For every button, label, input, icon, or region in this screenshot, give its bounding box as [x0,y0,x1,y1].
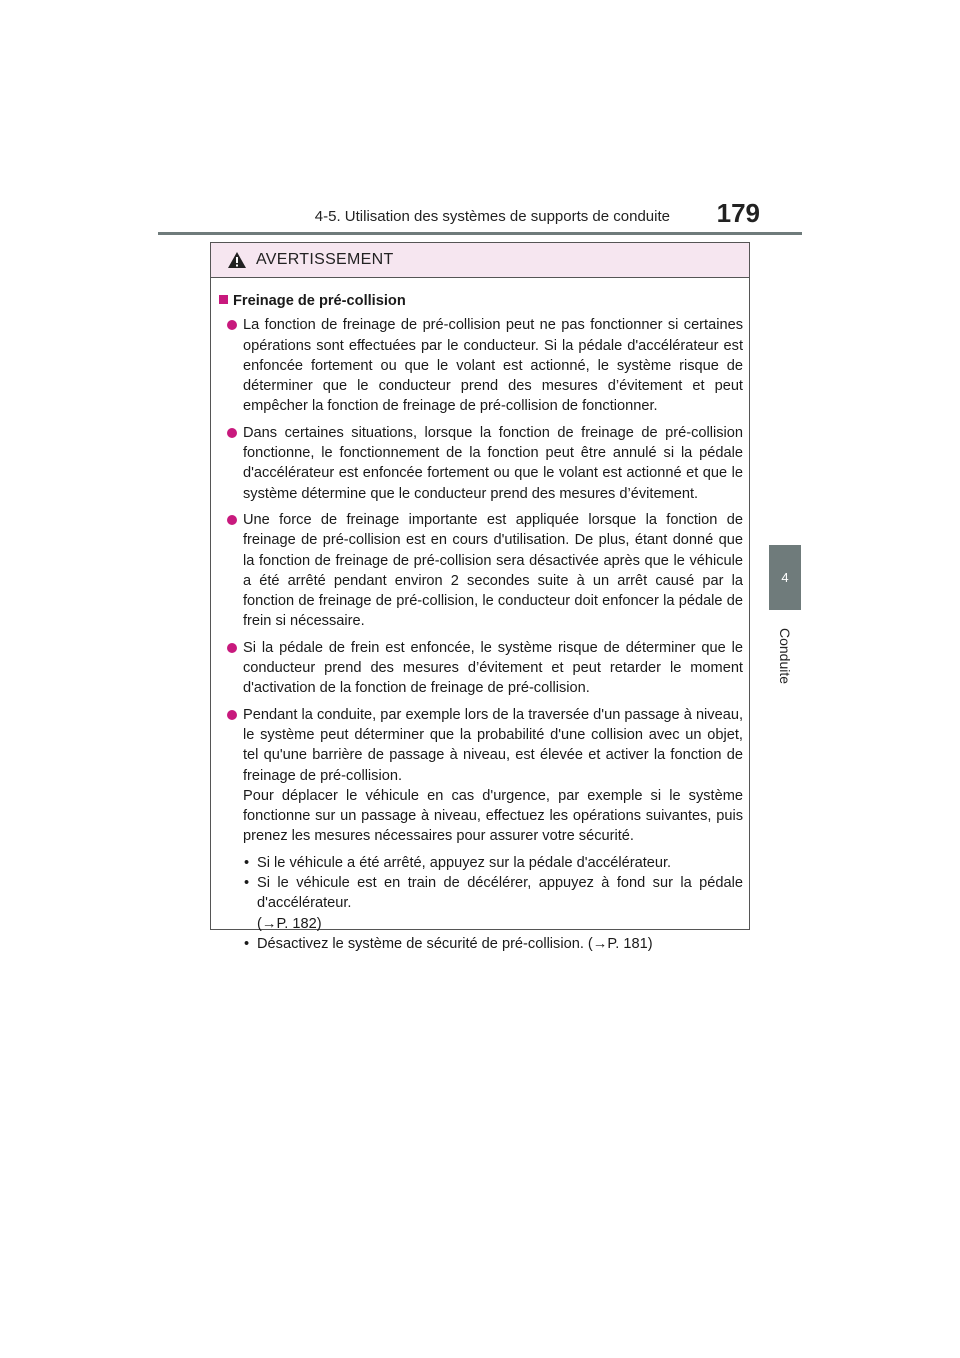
sub-bullet: • [244,854,250,871]
item-text: Pendant la conduite, par exemple lors de la traversée d'un passage à niveau, le système peut déterminer que la probabilité d'une collision avec un objet, tel qu'une barrière de passage à niveau, est élevée et activer la fonction de freinage de pré-collision. [243,706,743,784]
square-marker-icon [219,295,228,304]
item-text: Pour déplacer le véhicule en cas d'urgence, par exemple si le système fonctionne sur un passage à niveau, effectuez les opérations suivantes, puis prenez les mesures nécessaires pour assurer votre sécurité. [243,787,743,845]
section-title [219,291,743,311]
warning-body [211,278,749,954]
list-item [219,315,743,416]
bullet-dot-icon [227,320,237,330]
bullet-dot-icon [227,710,237,720]
chapter-label [769,616,801,696]
chapter-tab[interactable] [769,545,801,610]
sub-list-item [243,934,743,954]
list-item [219,510,743,632]
sub-bullet: • [244,875,250,892]
warning-triangle-icon [227,251,247,269]
page-reference-link[interactable]: (→P. 182) [257,915,322,932]
list-item [219,638,743,699]
item-text: Si la pédale de frein est enfoncée, le système risque de déterminer que le conducteur prend des mesures d’évitement et peut retarder le moment d'activation de la fonction de freinage de pré-collision. [243,639,743,697]
warning-title: AVERTISSEMENT [256,251,394,268]
section-title-text: Freinage de pré-collision [233,293,406,309]
sub-bullet: • [244,935,250,952]
header-divider [158,232,802,235]
item-text: Dans certaines situations, lorsque la fonction de freinage de pré-collision fonctionne, le fonctionnement de la fonction peut être annulé si la pédale d'accélérateur est enfoncée fortement ou que le volant est actionné et que le système détermine que le conducteur prend des mesures d’évitement. [243,424,743,502]
chapter-label-text: Conduite [777,627,794,685]
warning-header [211,243,749,278]
list-item [219,423,743,504]
page-number: 179 [716,198,760,228]
sub-list-item [243,873,743,934]
sub-item-text: Désactivez le système de sécurité de pré-collision. (→P. 181) [257,935,653,952]
section-header: 4-5. Utilisation des systèmes de supports de conduite [314,208,670,225]
bullet-dot-icon [227,643,237,653]
bullet-dot-icon [227,428,237,438]
item-text: La fonction de freinage de pré-collision peut ne pas fonctionner si certaines opérations sont effectuées par le conducteur. Si la pédale d'accélérateur est enfoncée fortement ou que le volant est actionné, le système risque de déterminer que le conducteur prend des mesures d’évitement et peut empêcher la fonction de freinage de pré-collision de fonctionner. [243,317,743,415]
list-item [219,705,743,955]
sub-item-text: Si le véhicule a été arrêté, appuyez sur la pédale d'accélérateur. [257,854,672,871]
sub-item-text: Si le véhicule est en train de décélérer, appuyez à fond sur la pédale d'accélérateur. [257,875,743,912]
item-text: Une force de freinage importante est appliquée lorsque la fonction de freinage de pré-collision est en cours d'utilisation. De plus, étant donné que la fonction de freinage de pré-collision sera désactivée après que le véhicule a été arrêté pendant environ 2 secondes suite à un arrêt causé par la fonction de freinage de pré-collision, le conducteur doit enfoncer la pédale de frein si nécessaire. [243,511,743,630]
chapter-number: 4 [781,570,789,585]
sub-list-item [243,853,743,873]
bullet-dot-icon [227,515,237,525]
warning-box [210,242,750,952]
sub-list [243,853,743,954]
